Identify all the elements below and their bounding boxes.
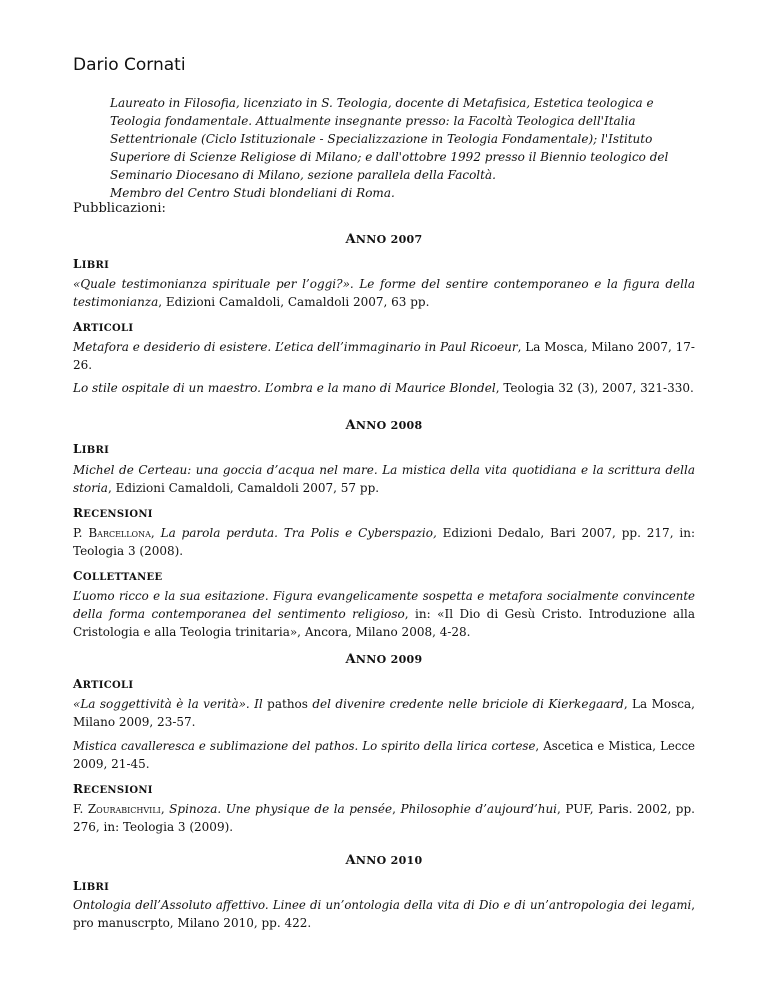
year-heading-2008: ANNO 2008: [345, 418, 423, 433]
bio-line: Membro del Centro Studi blondeliani di Roma.: [110, 186, 395, 200]
section-heading-articoli: ARTICOLI: [73, 320, 134, 334]
bio-line: Laureato in Filosofia, licenziato in S. Teologia, docente di Metafisica, Estetica teologica e: [110, 96, 654, 110]
bibliography-entry: «La soggettività è la verità». Il pathos del divenire credente nelle briciole di Kierkegaard, La Mosca, Milano 2009, 23-57.: [73, 697, 695, 729]
bio-line: Teologia fondamentale. Attualmente insegnante presso: la Facoltà Teologica dell'Italia: [110, 114, 636, 128]
section-heading-recensioni: RECENSIONI: [73, 782, 153, 796]
author-bio: [110, 94, 698, 202]
publications-label: Pubblicazioni:: [73, 201, 166, 216]
year-heading-2007: ANNO 2007: [345, 232, 423, 247]
year-heading-2009: ANNO 2009: [345, 652, 423, 667]
bibliography-entry: F. Zourabichvili, Spinoza. Une physique de la pensée, Philosophie d’aujourd’hui, PUF, Paris. 2002, pp. 276, in: Teologia 3 (2009).: [73, 802, 695, 834]
section-heading-libri: LIBRI: [73, 879, 110, 893]
bibliography-entry: Ontologia dell’Assoluto affettivo. Linee di un’ontologia della vita di Dio e di un’antropologia dei legami, pro manuscrpto, Milano 2010, pp. 422.: [73, 898, 695, 930]
bibliography-entry: L’uomo ricco e la sua esitazione. Figura evangelicamente sospetta e metafora socialmente convincente della forma contemporanea del sentimento religioso, in: «Il Dio di Gesù Cristo. Introduzione alla Cristologia e alla Teologia trinitaria», Ancora, Milano 2008, 4-28.: [73, 589, 696, 639]
year-heading-2010: ANNO 2010: [345, 853, 423, 868]
bibliography-entry: Michel de Certeau: una goccia d’acqua nel mare. La mistica della vita quotidiana e la scrittura della storia, Edizioni Camaldoli, Camaldoli 2007, 57 pp.: [73, 463, 695, 495]
section-heading-libri: LIBRI: [73, 442, 110, 456]
bibliography-entry: «Quale testimonianza spirituale per l’oggi?». Le forme del sentire contemporaneo e la figura della testimonianza, Edizioni Camaldoli, Camaldoli 2007, 63 pp.: [73, 277, 695, 309]
bibliography-entry: Metafora e desiderio di esistere. L’etica dell’immaginario in Paul Ricoeur, La Mosca, Milano 2007, 17- 26.: [73, 340, 695, 372]
bibliography-entry: Mistica cavalleresca e sublimazione del pathos. Lo spirito della lirica cortese, Ascetica e Mistica, Lecce 2009, 21-45.: [73, 739, 695, 771]
section-heading-recensioni: RECENSIONI: [73, 506, 153, 520]
bibliography-entry: P. Barcellona, La parola perduta. Tra Polis e Cyberspazio, Edizioni Dedalo, Bari 2007, pp. 217, in: Teologia 3 (2008).: [73, 526, 695, 558]
bibliography-entry: Lo stile ospitale di un maestro. L’ombra e la mano di Maurice Blondel, Teologia 32 (3), 2007, 321-330.: [73, 381, 694, 395]
section-heading-collettanee: COLLETTANEE: [73, 569, 163, 583]
bio-line: Seminario Diocesano di Milano, sezione parallela della Facoltà.: [110, 168, 496, 182]
author-name: Dario Cornati: [73, 55, 186, 75]
section-heading-libri: LIBRI: [73, 257, 110, 271]
bio-line: Settentrionale (Ciclo Istituzionale - Specializzazione in Teologia Fondamentale); l'Istituto: [110, 132, 653, 146]
section-heading-articoli: ARTICOLI: [73, 677, 134, 691]
bio-line: Superiore di Scienze Religiose di Milano; e dall'ottobre 1992 presso il Biennio teologico del: [110, 150, 669, 164]
